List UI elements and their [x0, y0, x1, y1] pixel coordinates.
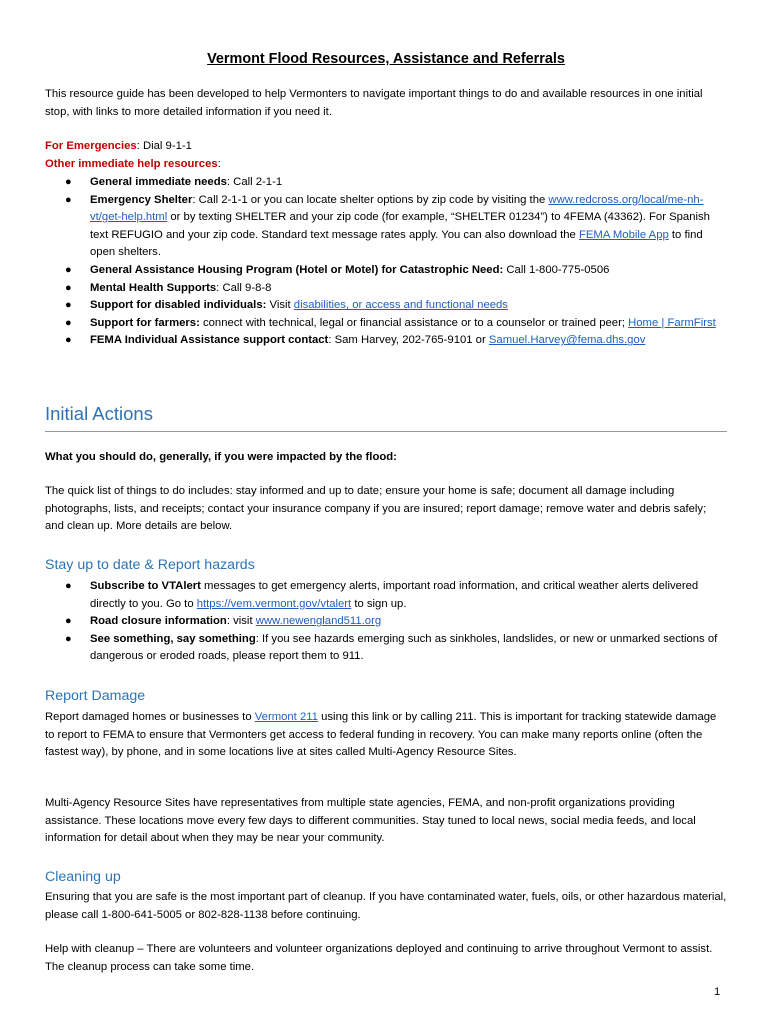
- emergency-text: : Dial 9-1-1: [136, 140, 192, 152]
- cleaning-safety-paragraph: Ensuring that you are safe is the most important part of cleanup. If you have contaminated water, fuels, oils, or other hazardous material, please call 1-800-641-5005 or 802-828-1138 before continuing.: [45, 891, 727, 921]
- bullet-icon: ●: [65, 580, 72, 592]
- report-damage-paragraph: Report damaged homes or businesses to Vermont 211 using this link or by calling 211. This is important for tracking statewide damage to report to FEMA to ensure that Vermonters get access to federal funding in recovery. You can make many reports online (often the fastest way), by phone, and in some locations live at sites called Multi-Agency Resource Sites.: [45, 711, 717, 759]
- list-item: ● Road closure information: visit www.newengland511.org: [45, 613, 727, 631]
- fema-app-link[interactable]: FEMA Mobile App: [578, 228, 669, 241]
- bullet-icon: ●: [65, 632, 72, 645]
- redcross-link[interactable]: www.redcross.org/local/me-nh-vt/get-help.html: [90, 193, 704, 224]
- document-title: Vermont Flood Resources, Assistance and Referrals: [207, 51, 565, 67]
- resource-sites-paragraph: Multi-Agency Resource Sites have representatives from multiple state agencies, FEMA, and non-profit organizations providing assistance. These locations move every few days to different communities. Stay tuned to local news, social media feeds, and local information for detail about when they may be near your community.: [45, 797, 696, 845]
- newengland511-link[interactable]: www.newengland511.org: [255, 615, 382, 628]
- farmfirst-link[interactable]: Home | FarmFirst: [628, 316, 716, 329]
- vtalert-link[interactable]: https://vem.vermont.gov/vtalert: [196, 597, 352, 610]
- cleaning-up-heading: Cleaning up: [45, 869, 121, 885]
- bullet-icon: ●: [65, 263, 72, 276]
- list-item: ● Subscribe to VTAlert messages to get emergency alerts, important road information, and critical weather alerts delivered directly to you. Go to https://vem.vermont.gov/vtalert to sign up.: [65, 580, 699, 610]
- report-damage-heading: Report Damage: [45, 688, 146, 704]
- page-number: 1: [714, 986, 721, 998]
- bullet-icon: ●: [65, 299, 72, 312]
- list-item: ● General immediate needs: Call 2-1-1: [45, 174, 727, 192]
- resource-list: [45, 174, 727, 350]
- list-item: ● Support for disabled individuals: Visit disabilities, or access and functional needs: [45, 297, 727, 315]
- bullet-icon: ●: [65, 316, 72, 329]
- vermont-211-link[interactable]: Vermont 211: [254, 711, 318, 723]
- bullet-icon: ●: [65, 281, 72, 294]
- other-help-colon: :: [217, 158, 221, 170]
- disabilities-link[interactable]: disabilities, or access and functional needs: [293, 299, 508, 312]
- list-item: ● Support for farmers: connect with technical, legal or financial assistance or to a counselor or trained peer; Home | FarmFirst: [45, 315, 727, 333]
- list-item: ● See something, say something: If you see hazards emerging such as sinkholes, landslides, or new or unmarked sections of dangerous or eroded roads, please report them to 911.: [65, 632, 718, 663]
- emergency-label: For Emergencies: [45, 140, 137, 152]
- list-item: ● General Assistance Housing Program (Hotel or Motel) for Catastrophic Need: Call 1-800-775-0506: [45, 262, 727, 280]
- initial-actions-text: The quick list of things to do includes: stay informed and up to date; ensure your home is safe; document all damage including photographs, lists, and receipts; contact your insurance company if you are insured; report damage; remove water and debris safely; and clean up. More details are below.: [45, 485, 707, 533]
- list-item: ● FEMA Individual Assistance support contact: Sam Harvey, 202-765-9101 or Samuel.Harvey@fema.dhs.gov: [45, 332, 727, 350]
- other-help-label: Other immediate help resources: [45, 158, 218, 170]
- initial-actions-subheading: What you should do, generally, if you were impacted by the flood:: [45, 451, 397, 463]
- other-help-line: [45, 156, 727, 174]
- bullet-icon: ●: [65, 334, 72, 347]
- intro-paragraph: This resource guide has been developed to help Vermonters to navigate important things to do and available resources in one initial stop, with links to more detailed information if you need it.: [45, 88, 703, 118]
- emergency-line: [45, 138, 727, 156]
- bullet-icon: ●: [65, 176, 72, 188]
- list-item: ● Mental Health Supports: Call 9-8-8: [45, 280, 727, 298]
- stay-up-to-date-heading: Stay up to date & Report hazards: [45, 557, 255, 573]
- list-item: ● Emergency Shelter: Call 2-1-1 or you can locate shelter options by zip code by visiting the www.redcross.org/local/me-nh-vt/get-help.html or by texting SHELTER and your zip code (for example, “SHELTER 01234”) to 4FEMA (43362). For Spanish text REFUGIO and your zip code. Standard text message rates apply. You can also download the FEMA Mobile App to find open shelters.: [65, 193, 710, 259]
- hazards-list: [45, 578, 727, 666]
- cleanup-help-paragraph: Help with cleanup – There are volunteers and volunteer organizations deployed and continuing to arrive throughout Vermont to assist. The cleanup process can take some time.: [45, 943, 713, 973]
- initial-actions-heading: Initial Actions: [45, 402, 727, 432]
- fema-email-link[interactable]: Samuel.Harvey@fema.dhs.gov: [488, 334, 646, 347]
- bullet-icon: ●: [65, 193, 72, 206]
- bullet-icon: ●: [65, 615, 72, 628]
